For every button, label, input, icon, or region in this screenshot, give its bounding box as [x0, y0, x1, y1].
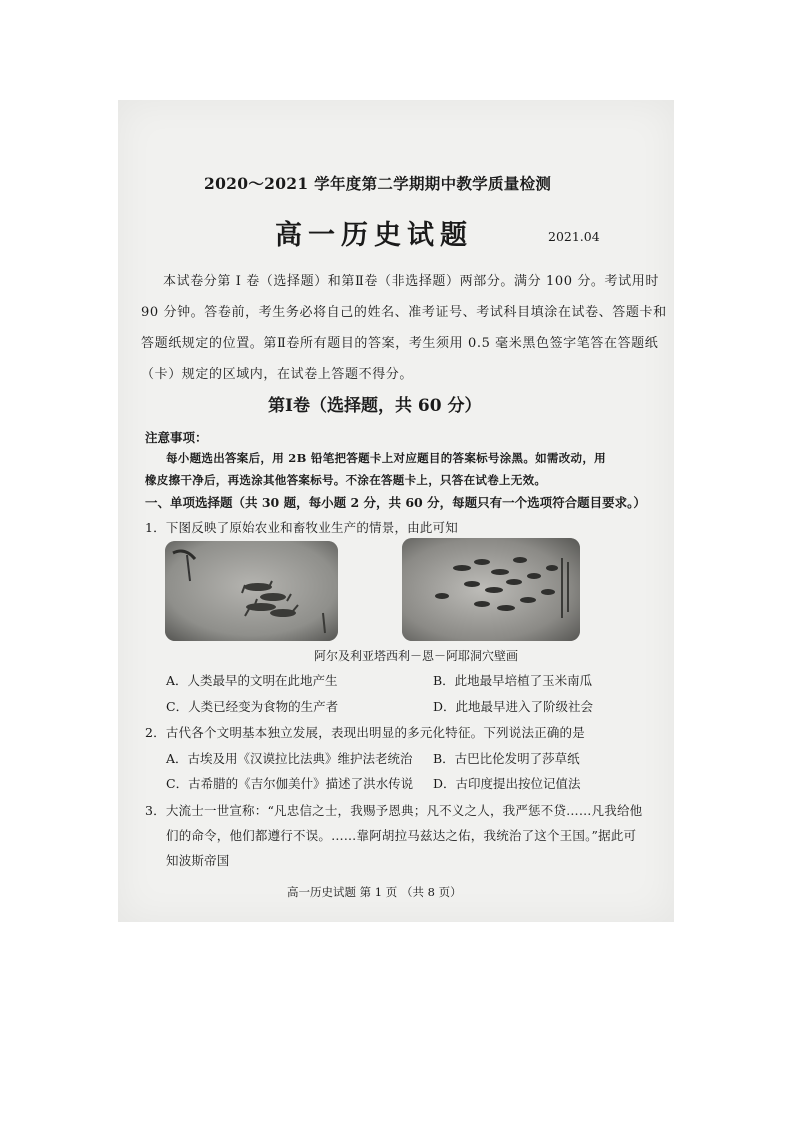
notice-title: 注意事项： [145, 430, 208, 445]
exam-date: 2021.04 [548, 229, 600, 244]
question-3-stem-line: 们的命令，他们都遵行不误。……靠阿胡拉马兹达之佑，我统治了这个王国。”据此可 [166, 828, 637, 843]
intro-line: 本试卷分第 Ⅰ 卷（选择题）和第Ⅱ卷（非选择题）两部分。满分 100 分。考试用时 [163, 274, 659, 289]
cave-painting-image-right [402, 538, 580, 641]
page-footer: 高一历史试题 第 1 页 （共 8 页） [287, 885, 462, 899]
intro-line: （卡）规定的区域内，在试卷上答题不得分。 [141, 367, 414, 382]
question-2-option-c: C．古希腊的《吉尔伽美什》描述了洪水传说 [166, 776, 414, 791]
intro-line: 答题纸规定的位置。第Ⅱ卷所有题目的答案，考生须用 0.5 毫米黑色签字笔答在答题纸 [141, 336, 659, 351]
part-heading: 一、单项选择题（共 30 题，每小题 2 分，共 60 分，每题只有一个选项符合题目要求。） [145, 495, 646, 510]
question-1-option-a: A．人类最早的文明在此地产生 [166, 673, 338, 688]
question-2-option-b: B．古巴比伦发明了莎草纸 [433, 751, 580, 766]
question-2-option-d: D．古印度提出按位记值法 [433, 776, 581, 791]
question-1-stem: 1．下图反映了原始农业和畜牧业生产的情景，由此可知 [145, 520, 458, 535]
notice-line: 每小题选出答案后，用 2B 铅笔把答题卡上对应题目的答案标号涂黑。如需改动，用 [166, 451, 606, 465]
figure-caption: 阿尔及利亚塔西利－恩－阿耶洞穴壁画 [314, 649, 519, 663]
question-1-option-d: D．此地最早进入了阶级社会 [433, 699, 594, 714]
question-3-stem-line: 知波斯帝国 [166, 853, 230, 868]
question-3-stem-line: 3．大流士一世宣称：“凡忠信之士，我赐予恩典；凡不义之人，我严惩不贷……凡我给他 [145, 803, 643, 818]
cave-painting-image-left [165, 541, 338, 641]
question-1-option-c: C．人类已经变为食物的生产者 [166, 699, 339, 714]
question-2-option-a: A．古埃及用《汉谟拉比法典》维护法老统治 [166, 751, 413, 766]
question-2-stem: 2．古代各个文明基本独立发展，表现出明显的多元化特征。下列说法正确的是 [145, 725, 585, 740]
exam-subtitle: 2020～2021 学年度第二学期期中教学质量检测 [204, 174, 552, 193]
intro-line: 90 分钟。答卷前，考生务必将自己的姓名、准考证号、考试科目填涂在试卷、答题卡和 [141, 305, 667, 320]
section-heading: 第Ⅰ卷（选择题，共 60 分） [268, 396, 482, 416]
question-1-option-b: B．此地最早培植了玉米南瓜 [433, 673, 593, 688]
exam-title: 高一历史试题 [275, 220, 473, 251]
notice-line: 橡皮擦干净后，再选涂其他答案标号。不涂在答题卡上，只答在试卷上无效。 [145, 473, 547, 487]
